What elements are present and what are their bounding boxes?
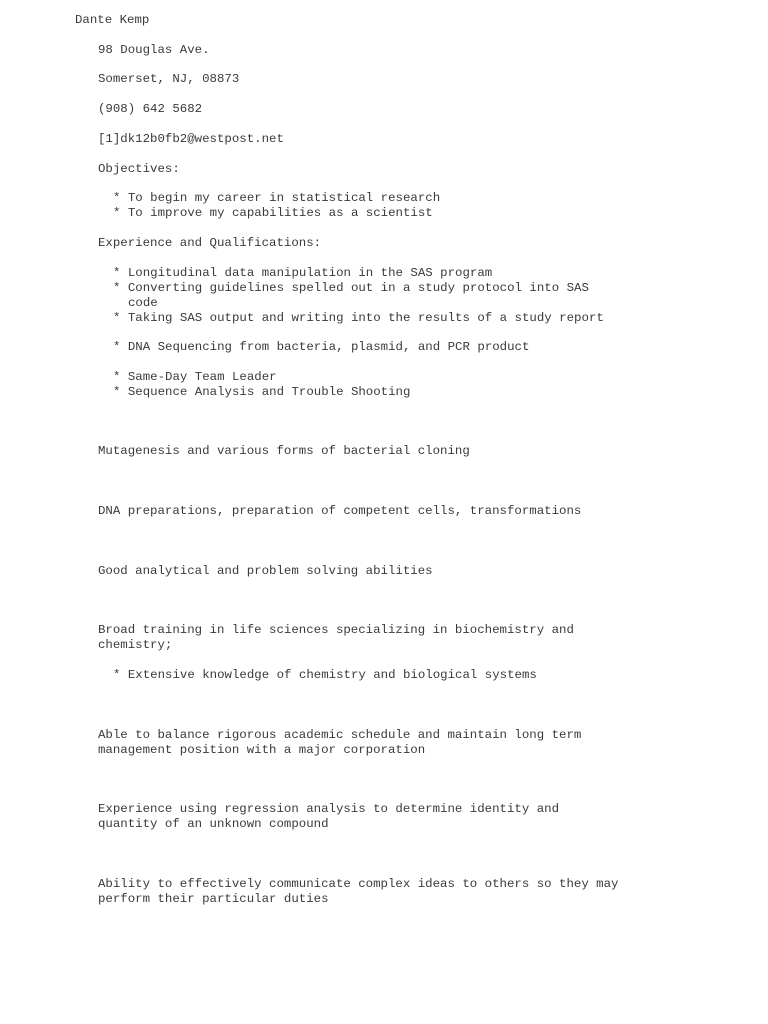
experience-item-continued: code	[128, 296, 158, 310]
qualification-paragraph: Mutagenesis and various forms of bacterial cloning	[98, 444, 470, 458]
qualification-paragraph-continued: quantity of an unknown compound	[98, 817, 329, 831]
email-line: [1]dk12b0fb2@westpost.net	[98, 132, 284, 146]
qualification-paragraph-continued: perform their particular duties	[98, 892, 329, 906]
experience-item: * Converting guidelines spelled out in a study protocol into SAS	[113, 281, 589, 295]
experience-item: * Sequence Analysis and Trouble Shooting	[113, 385, 411, 399]
experience-item: * Longitudinal data manipulation in the SAS program	[113, 266, 493, 280]
qualification-paragraph: DNA preparations, preparation of competent cells, transformations	[98, 504, 582, 518]
objectives-heading: Objectives:	[98, 162, 180, 176]
experience-item: * Taking SAS output and writing into the results of a study report	[113, 311, 604, 325]
qualification-paragraph: Able to balance rigorous academic schedule and maintain long term	[98, 728, 582, 742]
objective-item: * To begin my career in statistical research	[113, 191, 441, 205]
experience-heading: Experience and Qualifications:	[98, 236, 322, 250]
qualification-paragraph: Ability to effectively communicate complex ideas to others so they may	[98, 877, 619, 891]
qualification-paragraph-continued: management position with a major corporation	[98, 743, 426, 757]
qualification-bullet: * Extensive knowledge of chemistry and biological systems	[113, 668, 537, 682]
experience-item: * Same-Day Team Leader	[113, 370, 277, 384]
phone-line: (908) 642 5682	[98, 102, 203, 116]
experience-item: * DNA Sequencing from bacteria, plasmid, and PCR product	[113, 340, 530, 354]
qualification-paragraph: Broad training in life sciences specializing in biochemistry and	[98, 623, 574, 637]
qualification-paragraph: Experience using regression analysis to determine identity and	[98, 802, 560, 816]
applicant-name: Dante Kemp	[75, 13, 150, 27]
qualification-paragraph: Good analytical and problem solving abilities	[98, 564, 433, 578]
objective-item: * To improve my capabilities as a scientist	[113, 206, 433, 220]
city-line: Somerset, NJ, 08873	[98, 72, 240, 86]
address-line: 98 Douglas Ave.	[98, 43, 210, 57]
qualification-paragraph-continued: chemistry;	[98, 638, 173, 652]
